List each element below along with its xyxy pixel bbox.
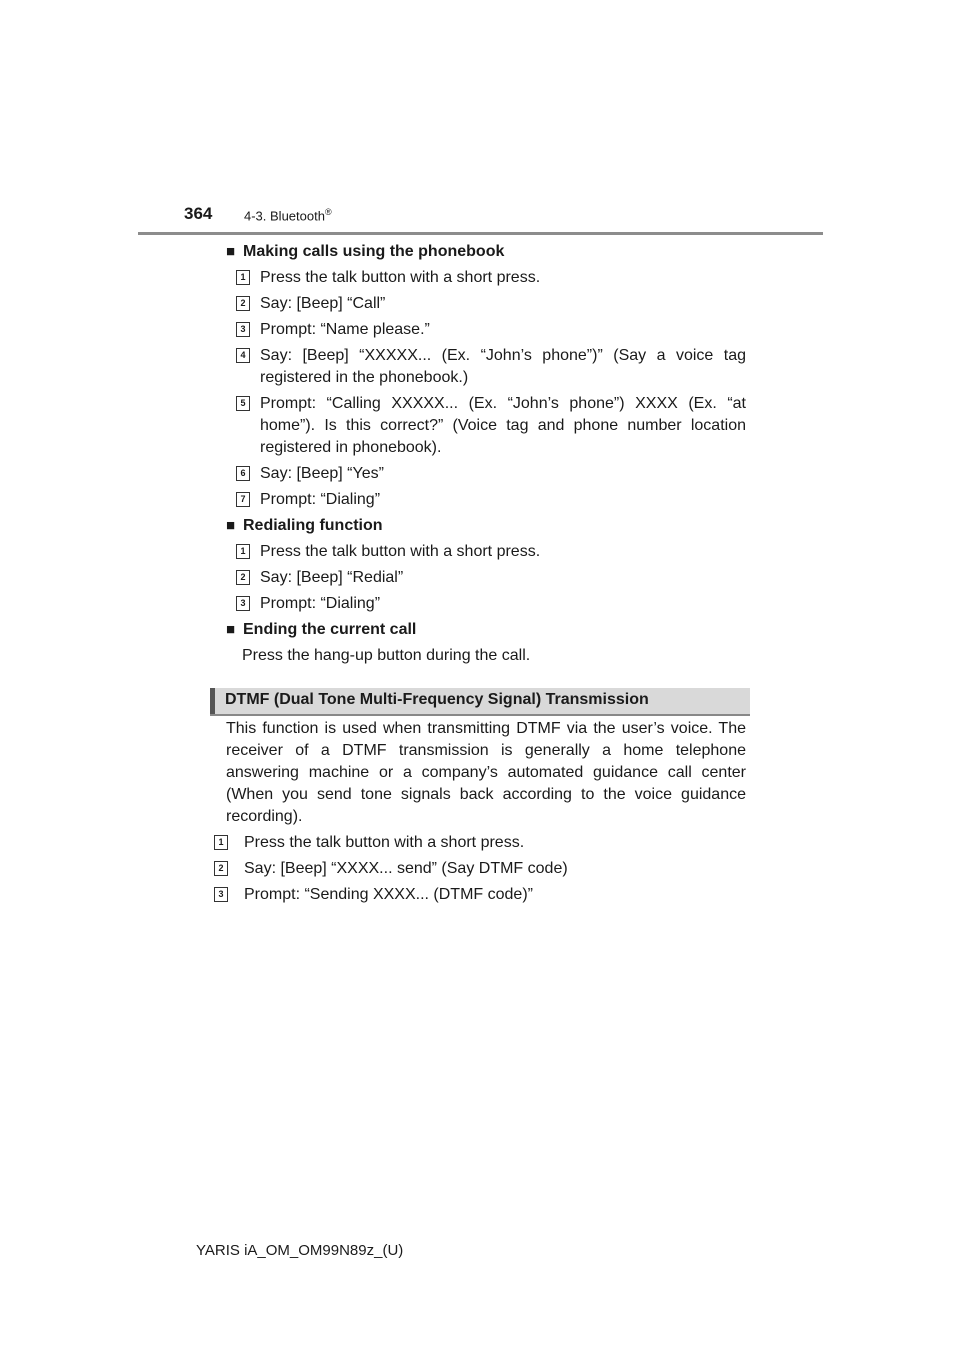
step-text: Prompt: “Sending XXXX... (DTMF code)” [244,886,533,903]
ending-call-body: Press the hang-up button during the call. [242,647,531,664]
step-number-icon: 5 [236,396,250,411]
step-number-icon: 1 [236,544,250,559]
step-text: Prompt: “Dialing” [260,595,381,612]
step [226,267,746,289]
step-number-icon: 1 [214,835,228,850]
step [226,489,746,511]
step-number-icon: 2 [236,570,250,585]
step-number-icon: 7 [236,492,250,507]
square-bullet-icon: ■ [226,517,236,534]
step-text: Prompt: “Name please.” [260,321,430,338]
heading-phonebook: ■ Making calls using the phonebook [226,241,746,263]
step-text: Press the talk button with a short press. [260,543,541,560]
page-number: 364 [184,204,213,223]
section-label [244,207,332,223]
step-text: Press the talk button with a short press. [244,834,525,851]
section-label-text: 4-3. Bluetooth [244,208,325,224]
header-rule [138,232,823,235]
step [226,393,746,459]
step-text: Say: [Beep] “Yes” [260,465,384,482]
step [226,345,746,389]
step [218,884,746,906]
square-bullet-icon: ■ [226,621,236,638]
step-text: Prompt: “Calling XXXXX... (Ex. “John’s phone”) XXXX (Ex. “at home”). Is this correct?” (Voice tag and phone number location registered in phonebook). [260,395,746,456]
phonebook-steps [226,267,746,511]
step-text: Say: [Beep] “Call” [260,295,386,312]
step-number-icon: 1 [236,270,250,285]
dtmf-description: This function is used when transmitting DTMF via the user’s voice. The receiver of a DTMF transmission is generally a home telephone answering machine or a company’s automated guidance call center (When you send tone signals back according to the voice guidance recording). [226,720,746,825]
step-number-icon: 4 [236,348,250,363]
dtmf-banner-rule [210,714,750,716]
step [218,832,746,854]
step [226,463,746,485]
redial-steps [226,541,746,615]
step-text: Say: [Beep] “XXXXX... (Ex. “John’s phone”)” (Say a voice tag registered in the phonebook.) [260,347,746,386]
footer-doc-id: YARIS iA_OM_OM99N89z_(U) [196,1242,404,1259]
step [226,293,746,315]
step-text: Say: [Beep] “XXXX... send” (Say DTMF code) [244,860,568,877]
step-number-icon: 3 [236,596,250,611]
phone-content [226,241,746,685]
heading-redialing: ■ Redialing function [226,515,746,537]
square-bullet-icon: ■ [226,243,236,260]
step-number-icon: 3 [236,322,250,337]
dtmf-title: DTMF (Dual Tone Multi-Frequency Signal) Transmission [225,691,649,708]
registered-mark: ® [324,207,332,217]
step-number-icon: 3 [214,887,228,902]
step [226,593,746,615]
step [226,319,746,341]
heading-ending-call: ■ Ending the current call [226,619,746,641]
dtmf-steps [218,832,746,906]
step [218,858,746,880]
dtmf-content [218,718,746,910]
step [226,541,746,563]
step-number-icon: 6 [236,466,250,481]
step-text: Press the talk button with a short press. [260,269,541,286]
step-text: Prompt: “Dialing” [260,491,381,508]
step [226,567,746,589]
dtmf-banner [210,688,750,714]
step-number-icon: 2 [214,861,228,876]
step-number-icon: 2 [236,296,250,311]
step-text: Say: [Beep] “Redial” [260,569,404,586]
